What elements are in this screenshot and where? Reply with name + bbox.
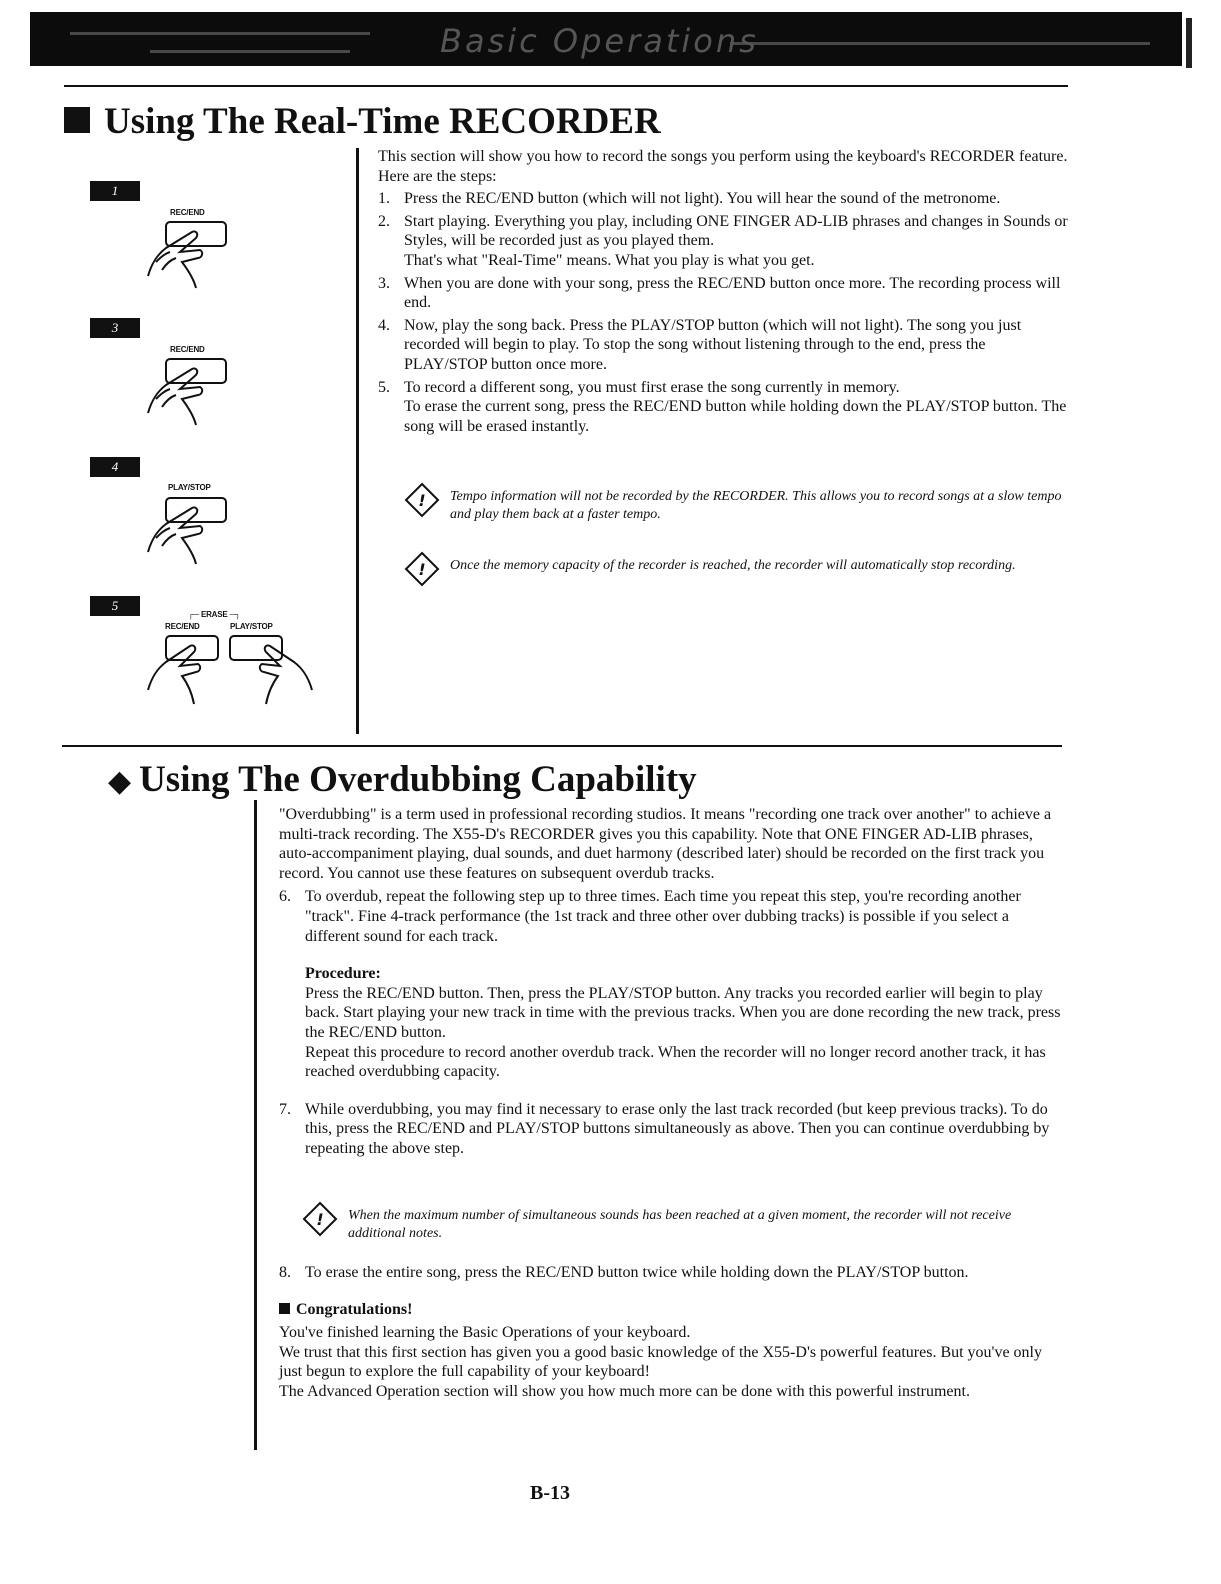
figure-tag-5: 5 — [90, 596, 140, 616]
figure-5-erase-label: ┌─ ERASE ─┐ — [188, 610, 241, 619]
hand-pressing-button-icon — [142, 494, 242, 569]
svg-text:!: ! — [418, 491, 426, 510]
hand-pressing-button-icon — [142, 218, 242, 293]
congrats-line: We trust that this first section has given you a good basic knowledge of the X55-D's powerful features. But you've only just begun to explore the full capability of your keyboard! — [279, 1343, 1042, 1381]
figure-5-label-b: PLAY/STOP — [230, 622, 273, 631]
procedure: Procedure: Press the REC/END button. Then, press the PLAY/STOP button. Any tracks you recorded earlier will begin to play back. Start playing your new track in time with the previous tracks. When you are done recording the new track, press the REC/END button. Repeat this procedure to record another overdub track. When the recorder will no longer record another track, it has reached overdubbing capacity. — [305, 965, 1061, 1081]
congrats-title: Congratulations! — [279, 1300, 1063, 1320]
page-number: B-13 — [530, 1482, 570, 1504]
section2-body — [279, 805, 1063, 1159]
figure-4-label: PLAY/STOP — [168, 483, 211, 492]
note-tempo: ! Tempo information will not be recorded by the RECORDER. This allows you to record songs at a slow tempo and play them back at a faster tempo. — [450, 488, 1070, 524]
step-7: 7. While overdubbing, you may find it necessary to erase only the last track recorded (but keep previous tracks). To do this, press the REC/END and PLAY/STOP buttons simultaneously as above. Then you can continue overdubbing by repeating the above step. — [279, 1100, 1050, 1157]
svg-text:!: ! — [418, 560, 426, 579]
step-8: 8. To erase the entire song, press the REC/END button twice while holding down the PLAY/STOP button. — [279, 1264, 969, 1281]
section1-intro: This section will show you how to record the songs you perform using the keyboard's RECORDER feature. Here are the steps: — [378, 148, 1068, 185]
figure-tag-3: 3 — [90, 318, 140, 338]
section1-title: Using The Real-Time RECORDER — [64, 102, 661, 142]
step-5: 5. To record a different song, you must first erase the song currently in memory. To erase the current song, press the REC/END button while holding down the PLAY/STOP button. The song will be erased instantly. — [378, 378, 1067, 435]
section-rule — [62, 745, 1062, 747]
note-max-sounds: ! When the maximum number of simultaneous sounds has been reached at a given moment, the recorder will not receive additional notes. — [348, 1207, 1060, 1243]
congrats-line: The Advanced Operation section will show you how much more can be done with this powerful instrument. — [279, 1382, 970, 1400]
figure-1-label: REC/END — [170, 208, 205, 217]
top-rule — [64, 85, 1068, 87]
step-6: 6. To overdub, repeat the following step up to three times. Each time you repeat this step, you're recording another "track". Fine 4-track performance (the 1st track and three other over dubbing tracks) is possible if you select a different sound for each track. — [279, 888, 1021, 945]
procedure-label: Procedure: — [305, 965, 381, 983]
congrats-line: You've finished learning the Basic Operations of your keyboard. — [279, 1324, 691, 1342]
section2-body-end — [279, 1263, 1063, 1402]
figure-tag-4: 4 — [90, 457, 140, 477]
caution-diamond-icon — [404, 551, 440, 587]
svg-text:!: ! — [316, 1210, 324, 1229]
square-bullet-icon — [64, 107, 90, 133]
figure-3-label: REC/END — [170, 345, 205, 354]
section2-title: ◆ Using The Overdubbing Capability — [108, 759, 697, 800]
caution-diamond-icon — [404, 482, 440, 518]
figure-tag-1: 1 — [90, 181, 140, 201]
banner-title: Basic Operations — [440, 22, 759, 60]
diamond-bullet-icon: ◆ — [108, 765, 132, 798]
step-2: 2. Start playing. Everything you play, including ONE FINGER AD-LIB phrases and changes in Sounds or Styles, will be recorded just as you played them. That's what "Real-Time" means. What you play is what you get. — [378, 212, 1068, 269]
figure-5-label-a: REC/END — [165, 622, 200, 631]
caution-diamond-icon — [302, 1201, 338, 1237]
page-edge-mark — [1186, 18, 1192, 68]
square-bullet-icon — [279, 1303, 290, 1314]
hand-pressing-button-icon — [142, 355, 242, 430]
step-1: 1. Press the REC/END button (which will not light). You will hear the sound of the metronome. — [378, 190, 1001, 208]
two-hands-pressing-buttons-icon — [142, 632, 322, 710]
section2-intro: "Overdubbing" is a term used in professional recording studios. It means "recording one track over another" to achieve a multi-track recording. The X55-D's RECORDER gives you this capability. Note that ONE FINGER AD-LIB phrases, auto-accompaniment playing, dual sounds, and duet harmony (described later) should be recorded on the first track you record. You cannot use these features on subsequent overdub tracks. — [279, 806, 1052, 882]
step-3: 3. When you are done with your song, press the REC/END button once more. The recording process will end. — [378, 274, 1061, 312]
step-4: 4. Now, play the song back. Press the PLAY/STOP button (which will not light). The song you just recorded will begin to play. To stop the song without listening through to the end, press the PLAY/STOP button once more. — [378, 316, 1022, 373]
header-banner — [30, 12, 1182, 66]
note-memory: ! Once the memory capacity of the recorder is reached, the recorder will automatically stop recording. — [450, 557, 1070, 575]
section2-divider — [254, 800, 257, 1450]
column-divider — [356, 148, 359, 734]
section1-body — [378, 147, 1068, 436]
